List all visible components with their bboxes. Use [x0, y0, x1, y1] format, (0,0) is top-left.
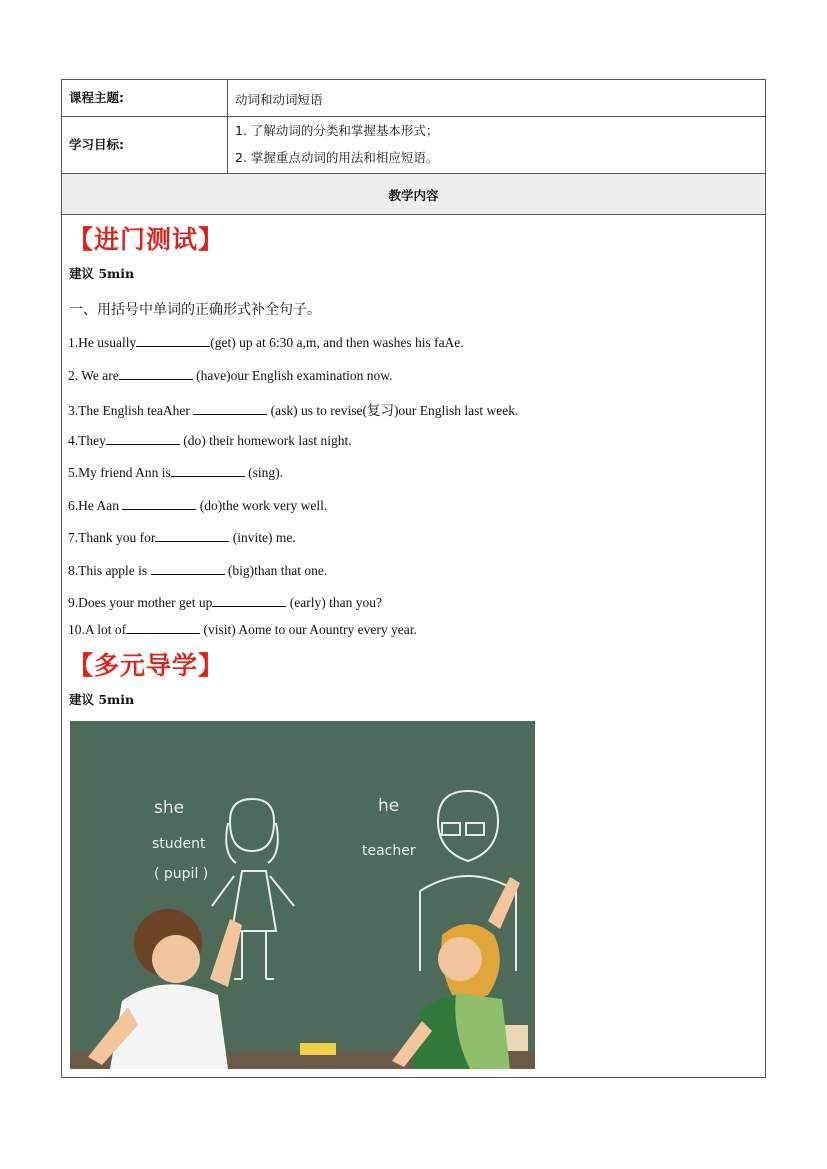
board-word-teacher: teacher [362, 843, 416, 859]
classroom-illustration-svg [70, 721, 535, 1069]
answer-blank[interactable] [136, 334, 210, 347]
suggest-time-2: 建议 5min [69, 692, 135, 707]
section-title-entry-test: 【进门测试】 [68, 225, 225, 254]
exercise-instruction: 一、用括号中单词的正确形式补全句子。 [69, 302, 321, 318]
board-word-she: she [154, 798, 185, 818]
chalk-eraser-icon [300, 1043, 336, 1055]
goal-label: 学习目标: [69, 137, 124, 152]
section-title-guided-learning: 【多元导学】 [68, 651, 225, 680]
answer-blank[interactable] [193, 402, 267, 415]
content-heading: 教学内容 [388, 188, 439, 203]
board-word-he: he [378, 796, 400, 816]
answer-blank[interactable] [151, 562, 225, 575]
classroom-illustration [70, 721, 535, 1069]
goal-item-2: 2. 掌握重点动词的用法和相应短语。 [235, 150, 439, 165]
question-5: 5.My friend Ann is (sing). [68, 465, 283, 480]
lesson-table [61, 79, 766, 1078]
answer-blank[interactable] [122, 497, 196, 510]
answer-blank[interactable] [212, 594, 286, 607]
topic-row [62, 80, 765, 117]
answer-blank[interactable] [126, 621, 200, 634]
question-8: 8.This apple is (big)than that one. [68, 563, 328, 578]
question-4: 4.They (do) their homework last night. [68, 433, 352, 448]
board-word-student: student [152, 836, 206, 852]
answer-blank[interactable] [171, 464, 245, 477]
content-heading-row [62, 174, 765, 215]
answer-blank[interactable] [106, 432, 180, 445]
goal-item-1: 1. 了解动词的分类和掌握基本形式； [235, 123, 439, 138]
board-word-pupil: ( pupil ) [154, 866, 209, 882]
suggest-time-1: 建议 5min [69, 266, 135, 281]
question-2: 2. We are (have)our English examination now. [68, 368, 393, 383]
goal-row [62, 117, 765, 174]
question-3: 3.The English teaAher (ask) us to revise(复习)our English last week. [68, 403, 519, 418]
topic-value: 动词和动词短语 [235, 92, 323, 107]
answer-blank[interactable] [119, 367, 193, 380]
answer-blank[interactable] [155, 529, 229, 542]
question-10: 10.A lot of (visit) Aome to our Aountry every year. [68, 622, 417, 637]
question-6: 6.He Aan (do)the work very well. [68, 498, 328, 513]
question-7: 7.Thank you for (invite) me. [68, 530, 296, 545]
topic-label: 课程主题: [69, 90, 124, 105]
question-9: 9.Does your mother get up (early) than you? [68, 595, 382, 610]
question-1: 1.He usually (get) up at 6:30 a,m, and then washes his faAe. [68, 335, 464, 350]
